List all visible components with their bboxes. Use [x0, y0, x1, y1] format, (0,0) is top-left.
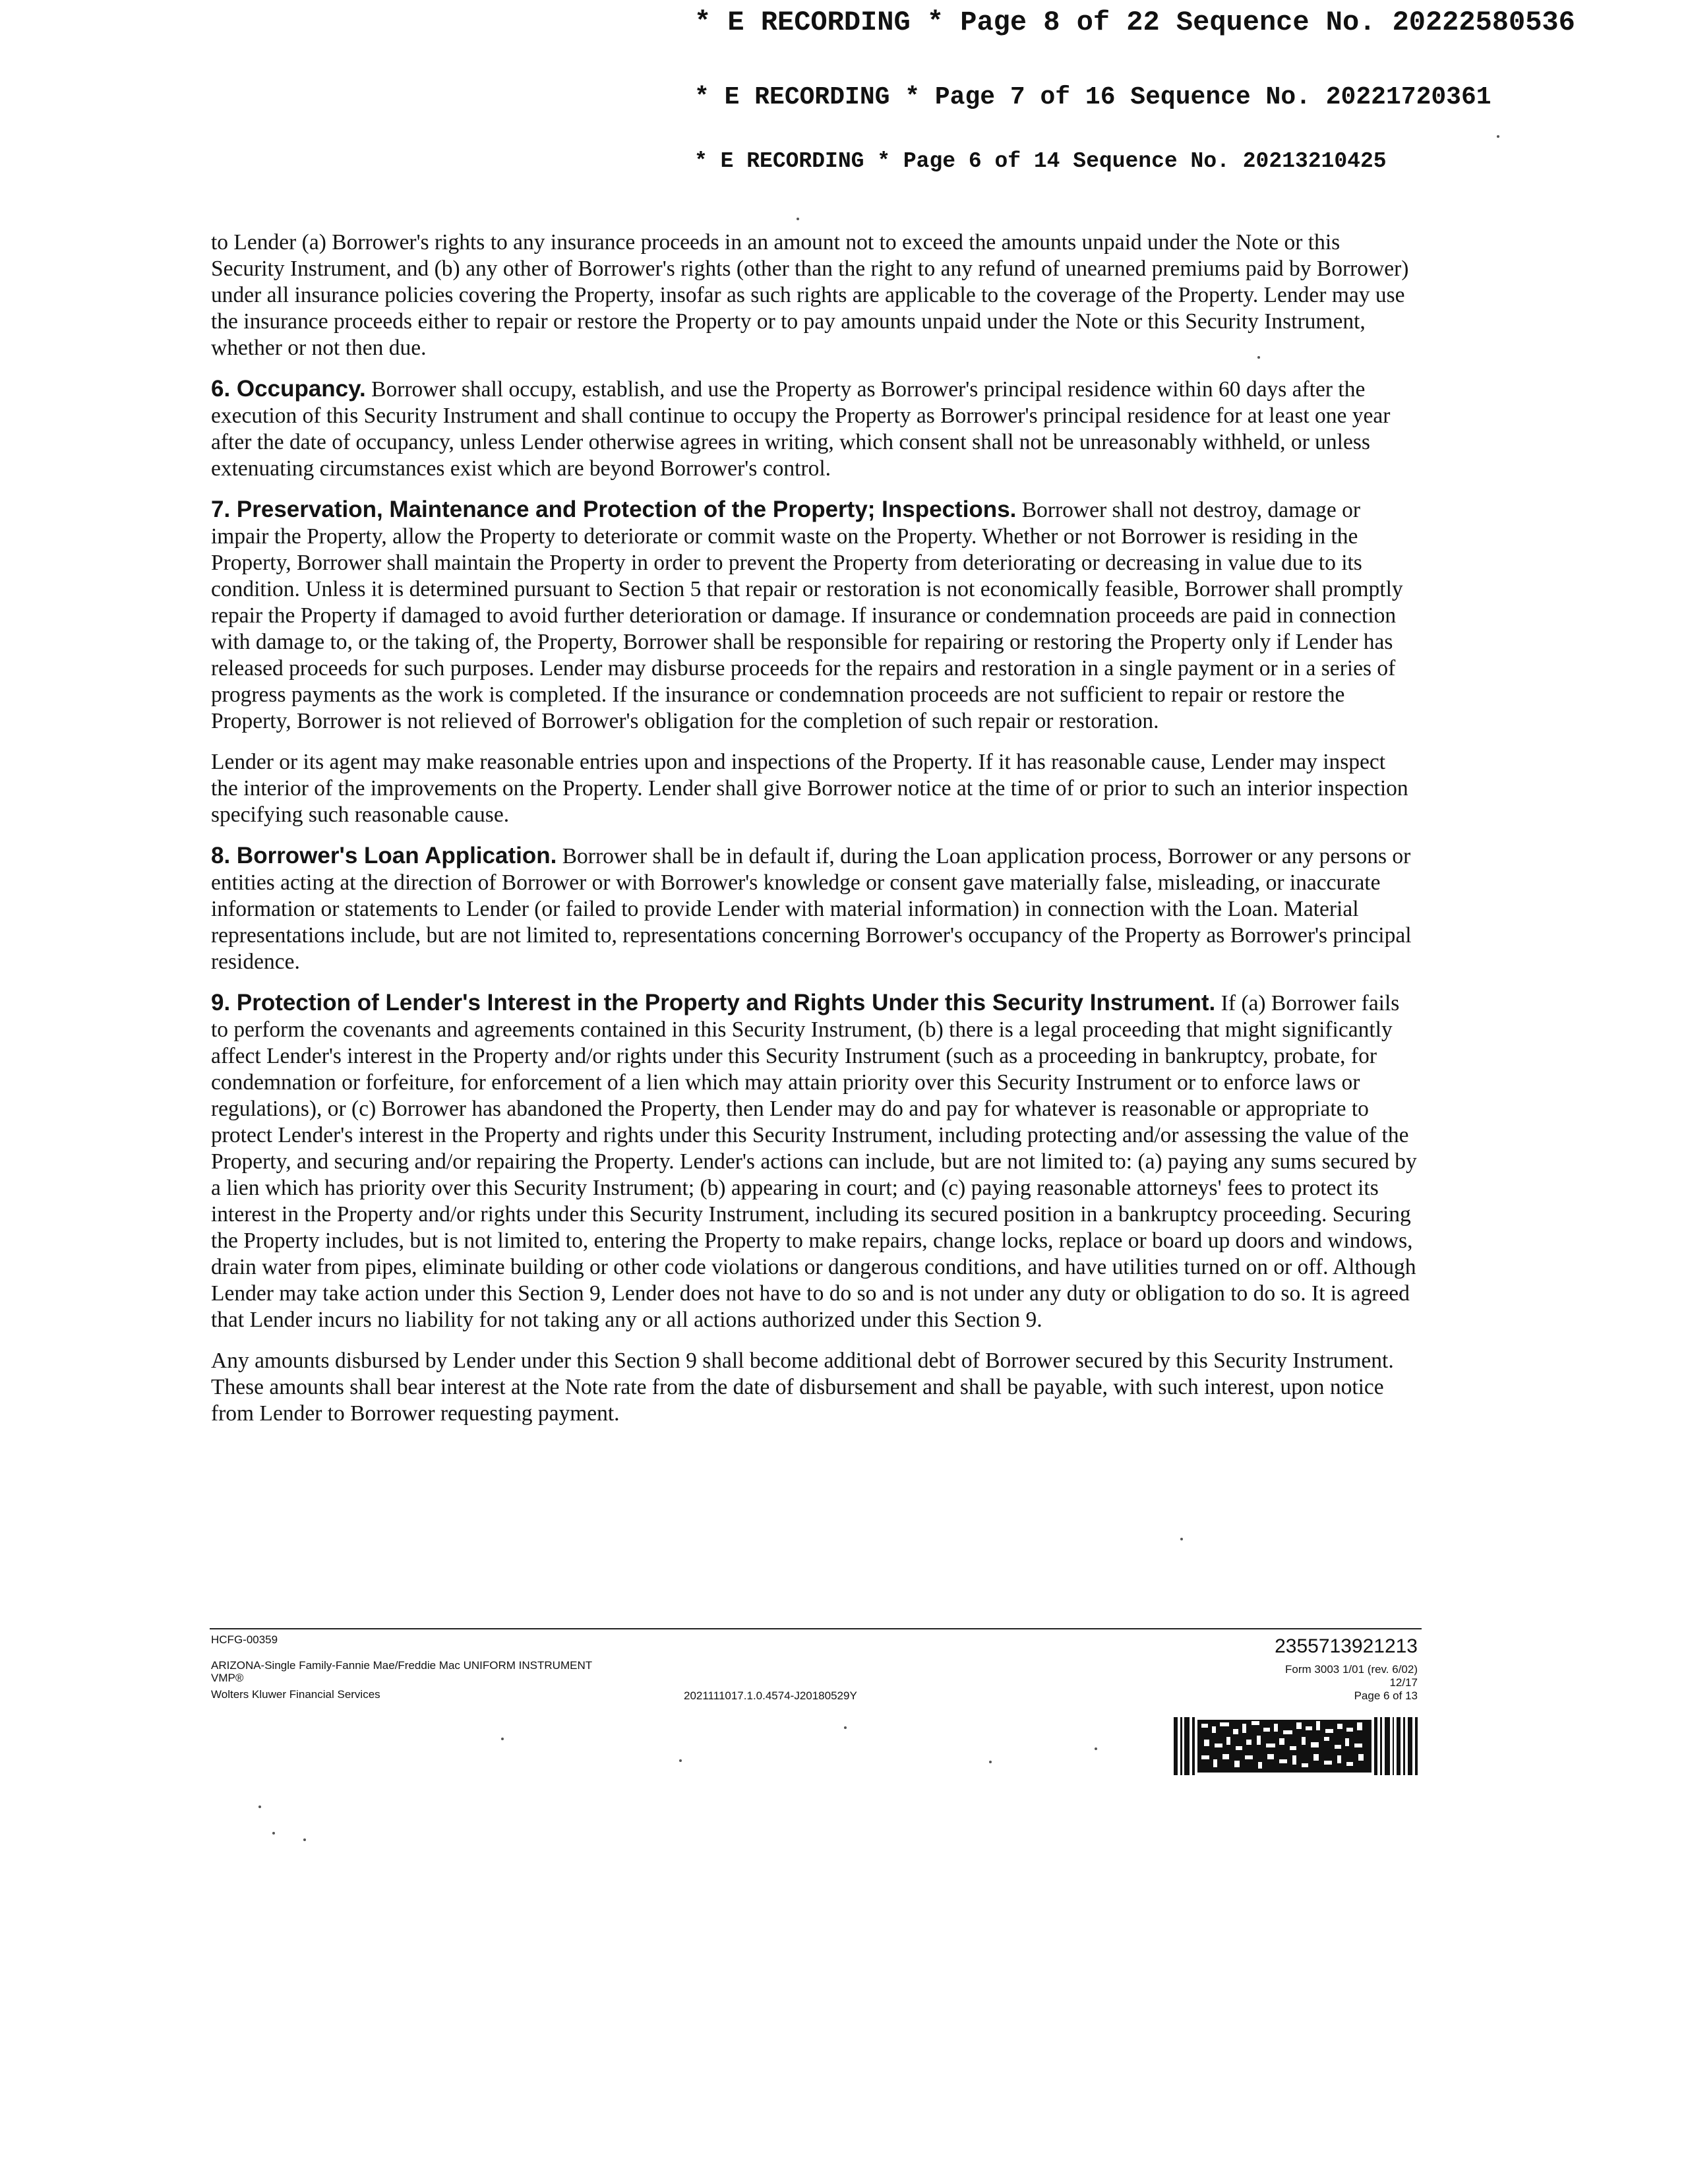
- section-7-text: Borrower shall not destroy, damage or impair the Property, allow the Property to deteriorate or commit waste on the Property. Whether or not Borrower is residing in the Property, Borrower shall maintain the Property in order to prevent the Property from deteriorating or decreasing in value due to its condition. Unless it is determined pursuant to Section 5 that repair or restoration is not economically feasible, Borrower shall promptly repair the Property if damaged to avoid further deterioration or damage. If insurance or condemnation proceeds are paid in connection with damage to, or the taking of, the Property, Borrower shall be responsible for repairing or restoring the Property only if Lender has released proceeds for such purposes. Lender may disburse proceeds for the repairs and restoration in a single payment or in a series of progress payments as the work is completed. If the insurance or condemnation proceeds are not sufficient to repair or restore the Property, Borrower is not relieved of Borrower's obligation for the completion of such repair or restoration.: [211, 498, 1403, 733]
- scan-speck: [989, 1761, 992, 1763]
- section-6-title: 6. Occupancy.: [211, 376, 366, 402]
- section-7-title: 7. Preservation, Maintenance and Protection of the Property; Inspections.: [211, 497, 1017, 522]
- footer-page-label: Page 6 of 13: [1354, 1689, 1418, 1702]
- section-7-paragraph-2: Lender or its agent may make reasonable entries upon and inspections of the Property. If it has reasonable cause, Lender may inspect the interior of the improvements on the Property. Lender shall give Borrower notice at the time of or prior to such an interior inspection specifying such reasonable cause.: [211, 750, 1408, 827]
- section-7: [211, 497, 1418, 735]
- section-9-paragraph-2: Any amounts disbursed by Lender under this Section 9 shall become additional debt of Borrower secured by this Security Instrument. These amounts shall bear interest at the Note rate from the date of disbursement and shall be payable, with such interest, upon notice from Lender to Borrower requesting payment.: [211, 1349, 1394, 1426]
- section-6-text: Borrower shall occupy, establish, and use the Property as Borrower's principal residence within 60 days after the execution of this Security Instrument and shall continue to occupy the Property as Borrower's principal residence for at least one year after the date of occupancy, unless Lender otherwise agrees in writing, which consent shall not be unreasonably withheld, or unless extenuating circumstances exist which are beyond Borrower's control.: [211, 377, 1391, 481]
- document-body: [211, 229, 1418, 1441]
- scan-speck: [844, 1726, 847, 1729]
- scan-speck: [303, 1838, 306, 1841]
- footer-revision: 12/17: [1389, 1676, 1418, 1689]
- footer-vmp: VMP®: [211, 1672, 244, 1684]
- intro-paragraph: to Lender (a) Borrower's rights to any insurance proceeds in an amount not to exceed the amounts unpaid under the Note or this Security Instrument, and (b) any other of Borrower's rights (other than the right to any refund of unearned premiums paid by Borrower) under all insurance policies covering the Property, insofar as such rights are applicable to the coverage of the Property. Lender may use the insurance proceeds either to repair or restore the Property or to pay amounts unpaid under the Note or this Security Instrument, whether or not then due.: [211, 230, 1409, 360]
- section-8: [211, 843, 1418, 975]
- scan-speck: [258, 1805, 261, 1808]
- section-9-title: 9. Protection of Lender's Interest in the Property and Rights Under this Security Instrument.: [211, 990, 1216, 1016]
- loan-number: 2355713921213: [1275, 1635, 1418, 1657]
- barcode-image: [1174, 1717, 1422, 1775]
- footer-doc-id: 2021111017.1.0.4574-J20180529Y: [684, 1689, 857, 1702]
- scan-speck: [1095, 1747, 1097, 1750]
- footer-doc-code: HCFG-00359: [211, 1633, 278, 1646]
- scan-speck: [1497, 135, 1499, 138]
- scan-speck: [679, 1759, 682, 1762]
- scan-speck: [272, 1832, 275, 1835]
- section-9-text: If (a) Borrower fails to perform the covenants and agreements contained in this Security Instrument, (b) there is a legal proceeding that might significantly affect Lender's interest in the Property and/or rights under this Security Instrument (such as a proceeding in bankruptcy, probate, for condemnation or forfeiture, for enforcement of a lien which may attain priority over this Security Instrument or to enforce laws or regulations), or (c) Borrower has abandoned the Property, then Lender may do and pay for whatever is reasonable or appropriate to protect Lender's interest in the Property and rights under this Security Instrument, including protecting and/or assessing the value of the Property, and securing and/or repairing the Property. Lender's actions can include, but are not limited to: (a) paying any sums secured by a lien which has priority over this Security Instrument; (b) appearing in court; and (c) paying reasonable attorneys' fees to protect its interest in the Property and/or rights under this Security Instrument, including its secured position in a bankruptcy proceeding. Securing the Property includes, but is not limited to, entering the Property to make repairs, change locks, replace or board up doors and windows, drain water from pipes, eliminate building or other code violations or dangerous conditions, and have utilities turned on or off. Although Lender may take action under this Section 9, Lender does not have to do so and is not under any duty or obligation to do so. It is agreed that Lender incurs no liability for not taking any or all actions authorized under this Section 9.: [211, 991, 1417, 1332]
- recording-stamp-3: * E RECORDING * Page 6 of 14 Sequence No. 20213210425: [694, 149, 1387, 173]
- scan-speck: [1180, 1538, 1183, 1540]
- section-6: [211, 376, 1418, 482]
- section-8-text: Borrower shall be in default if, during the Loan application process, Borrower or any persons or entities acting at the direction of Borrower or with Borrower's knowledge or consent gave materially false, misleading, or inaccurate information or statements to Lender (or failed to provide Lender with material information) in connection with the Loan. Material representations include, but are not limited to, representations concerning Borrower's occupancy of the Property as Borrower's principal residence.: [211, 844, 1412, 974]
- footer-publisher: Wolters Kluwer Financial Services: [211, 1688, 380, 1701]
- recording-stamp-2: * E RECORDING * Page 7 of 16 Sequence No. 20221720361: [694, 83, 1492, 111]
- section-8-title: 8. Borrower's Loan Application.: [211, 843, 557, 868]
- footer-form-title: ARIZONA-Single Family-Fannie Mae/Freddie Mac UNIFORM INSTRUMENT: [211, 1659, 593, 1672]
- recording-stamp-1: * E RECORDING * Page 8 of 22 Sequence No. 20222580536: [694, 7, 1575, 38]
- section-9: [211, 990, 1418, 1333]
- footer-form-number: Form 3003 1/01 (rev. 6/02): [1285, 1663, 1418, 1676]
- scan-speck: [501, 1738, 504, 1740]
- scan-speck: [797, 218, 799, 220]
- scan-speck: [1257, 356, 1260, 359]
- footer-divider: [210, 1628, 1422, 1629]
